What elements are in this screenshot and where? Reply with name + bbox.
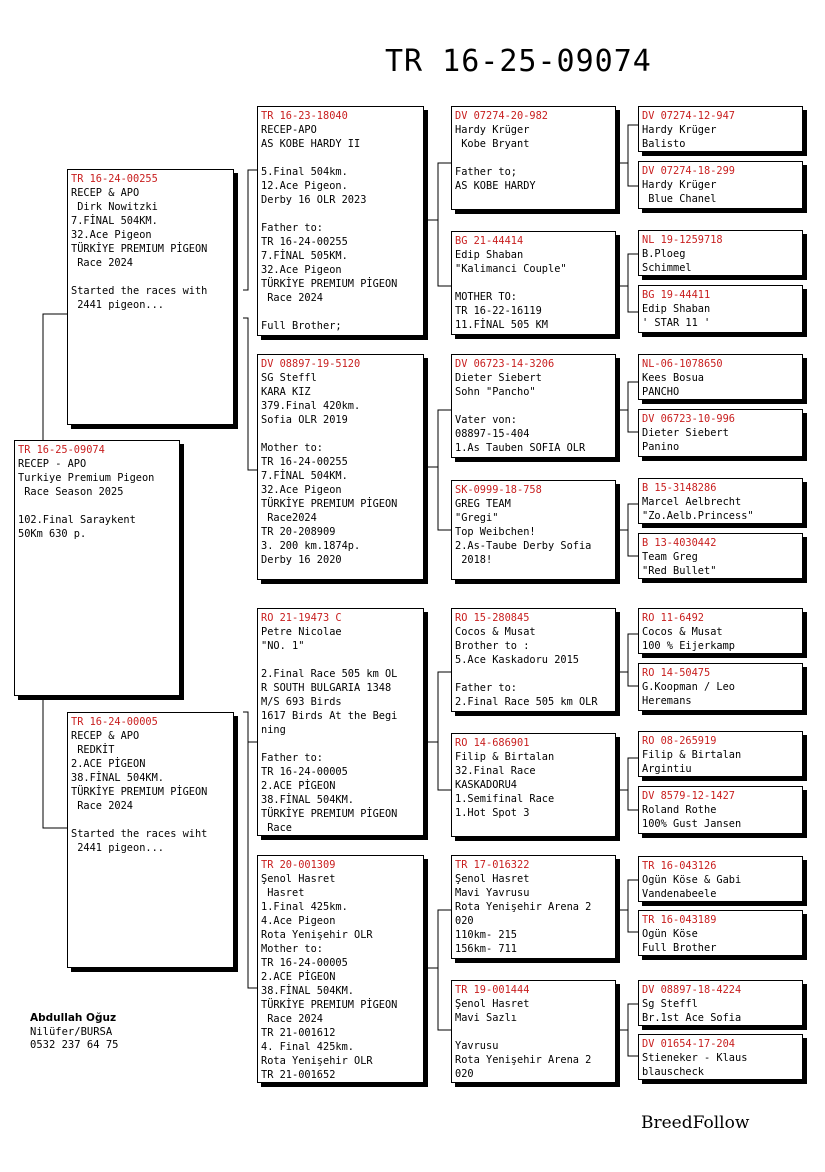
card-line: Father to:	[261, 752, 323, 764]
card-line: Derby 16 2020	[261, 554, 342, 566]
card-line: 7.FİNAL 505KM.	[261, 250, 348, 262]
card-line: Rota Yenişehir Arena 2	[455, 901, 592, 913]
breeder-info	[30, 1012, 119, 1053]
card-line: AS KOBE HARDY	[455, 180, 536, 192]
card-line: Şenol Hasret	[455, 998, 530, 1010]
card-line	[455, 667, 612, 681]
ring-number: TR 20-001309	[261, 859, 336, 871]
card-line: ning	[261, 724, 286, 736]
card-line: Father to:	[455, 682, 517, 694]
card-line: TÜRKİYE PREMIUM PİGEON	[261, 808, 398, 820]
card-line: Mavi Yavrusu	[455, 887, 530, 899]
card-line: Full Brother;	[261, 320, 342, 332]
ring-number: RO 14-686901	[455, 737, 530, 749]
pedigree-card-g4-13[interactable]	[638, 856, 803, 902]
card-line: 100% Gust Jansen	[642, 818, 742, 830]
card-lines	[642, 748, 799, 776]
card-line: "Gregi"	[455, 512, 499, 524]
card-line: 2.ACE PİGEON	[71, 758, 146, 770]
card-line	[455, 151, 612, 165]
card-line: SG Steffl	[261, 372, 317, 384]
card-line: TR 20-208909	[261, 526, 336, 538]
card-line: TÜRKİYE PREMIUM PİGEON	[261, 999, 398, 1011]
card-line: Hardy Krüger	[642, 124, 717, 136]
card-line: Team Greg	[642, 551, 698, 563]
breeder-phone: 0532 237 64 75	[30, 1039, 119, 1051]
card-line: TÜRKİYE PREMIUM PİGEON	[261, 278, 398, 290]
ring-number: B 13-4030442	[642, 537, 717, 549]
pedigree-card-g4-6[interactable]	[638, 409, 803, 457]
card-line: 102.Final Saraykent	[18, 514, 136, 526]
card-line: 100 % Eijerkamp	[642, 640, 735, 652]
card-line: 32.Ace Pigeon	[71, 229, 152, 241]
card-line: 4. Final 425km.	[261, 1041, 354, 1053]
breeder-name: Abdullah Oğuz	[30, 1012, 117, 1024]
ring-number: NL-06-1078650	[642, 358, 723, 370]
ring-number: DV 07274-18-299	[642, 165, 735, 177]
card-line: RECEP-APO	[261, 124, 317, 136]
card-line: Şenol Hasret	[261, 873, 336, 885]
brand-logo-text: BreedFollow	[641, 1113, 750, 1133]
card-line: 50Km 630 p.	[18, 528, 87, 540]
pedigree-card-dsd[interactable]	[451, 733, 616, 837]
card-line: KASKADORU4	[455, 779, 517, 791]
card-line: TR 16-24-00255	[261, 236, 348, 248]
card-line: Panino	[642, 441, 680, 453]
ring-number: DV 06723-10-996	[642, 413, 735, 425]
card-line: 38.FİNAL 504KM.	[261, 794, 354, 806]
ring-number: RO 15-280845	[455, 612, 530, 624]
card-line: RECEP & APO	[71, 730, 140, 742]
card-line: Roland Rothe	[642, 804, 717, 816]
card-line: Stieneker - Klaus	[642, 1052, 748, 1064]
card-line: 2.Final Race 505 km OLR	[455, 696, 598, 708]
pedigree-card-g4-8[interactable]	[638, 533, 803, 579]
card-line: TÜRKİYE PREMIUM PİGEON	[71, 243, 208, 255]
card-line: G.Koopman / Leo	[642, 681, 735, 693]
card-line: Heremans	[642, 695, 692, 707]
ring-number: DV 8579-12-1427	[642, 790, 735, 802]
card-line: Petre Nicolae	[261, 626, 342, 638]
ring-number: BG 21-44414	[455, 235, 524, 247]
pedigree-card-g4-10[interactable]	[638, 663, 803, 711]
pedigree-card-subject[interactable]	[14, 440, 180, 696]
card-line: 32.Ace Pigeon	[261, 264, 342, 276]
ring-number: TR 16-24-00255	[71, 173, 158, 185]
card-line: Race 2024	[261, 1013, 323, 1025]
card-line: Rota Yenişehir Arena 2	[455, 1054, 592, 1066]
card-lines	[455, 625, 612, 709]
card-line: TR 21-001612	[261, 1027, 336, 1039]
pedigree-card-dds[interactable]	[451, 855, 616, 959]
card-line: "NO. 1"	[261, 640, 305, 652]
ring-number: TR 16-25-09074	[18, 444, 105, 456]
card-lines	[642, 426, 799, 454]
card-line: Argintiu	[642, 763, 692, 775]
card-line	[18, 499, 176, 513]
card-line: 2018!	[455, 554, 493, 566]
ring-number: TR 16-043189	[642, 914, 717, 926]
pedigree-card-g4-3[interactable]	[638, 230, 803, 276]
card-line: Rota Yenişehir OLR	[261, 929, 373, 941]
card-lines	[261, 371, 420, 567]
card-line: 1.Semifinal Race	[455, 793, 555, 805]
card-line: 379.Final 420km.	[261, 400, 361, 412]
card-line	[261, 737, 420, 751]
card-line: TÜRKİYE PREMIUM PİGEON	[261, 498, 398, 510]
pedigree-card-g4-4[interactable]	[638, 285, 803, 333]
card-line: Mother to:	[261, 943, 323, 955]
card-line: Filip & Birtalan	[642, 749, 742, 761]
card-line: Hardy Krüger	[455, 124, 530, 136]
card-lines	[71, 186, 230, 312]
card-line: Race 2024	[261, 292, 323, 304]
card-line: 12.Ace Pigeon.	[261, 180, 348, 192]
card-line: M/S 693 Birds	[261, 696, 342, 708]
card-line: Yavrusu	[455, 1040, 499, 1052]
card-line: Marcel Aelbrecht	[642, 496, 742, 508]
card-line: 020	[455, 1068, 474, 1080]
ring-number: TR 19-001444	[455, 984, 530, 996]
ring-number: BG 19-44411	[642, 289, 711, 301]
card-line: GREG TEAM	[455, 498, 511, 510]
card-line: 1.Hot Spot 3	[455, 807, 530, 819]
card-line: blauscheck	[642, 1066, 704, 1078]
card-line: Hasret	[261, 887, 305, 899]
card-line: Şenol Hasret	[455, 873, 530, 885]
ring-number: TR 16-043126	[642, 860, 717, 872]
card-line	[261, 305, 420, 319]
card-line: B.Ploeg	[642, 248, 686, 260]
ring-number: DV 08897-19-5120	[261, 358, 361, 370]
card-line: Ogün Köse	[642, 928, 698, 940]
card-line: "Red Bullet"	[642, 565, 717, 577]
pedigree-card-ss[interactable]	[257, 106, 424, 336]
card-line: Sofia OLR 2019	[261, 414, 348, 426]
pedigree-card-ssd[interactable]	[451, 231, 616, 335]
card-lines	[455, 123, 612, 193]
pedigree-card-g4-15[interactable]	[638, 980, 803, 1026]
card-line: Sg Steffl	[642, 998, 698, 1010]
card-line: Edip Shaban	[455, 249, 524, 261]
card-line: Race Season 2025	[18, 486, 124, 498]
card-line: Top Weibchen!	[455, 526, 536, 538]
pedigree-card-sire[interactable]	[67, 169, 234, 425]
pedigree-card-g4-12[interactable]	[638, 786, 803, 834]
card-line: 2.ACE PİGEON	[261, 780, 336, 792]
card-line: Mother to:	[261, 442, 323, 454]
card-line: 32.Ace Pigeon	[261, 484, 342, 496]
card-lines	[642, 302, 799, 330]
card-line: RECEP & APO	[71, 187, 140, 199]
card-line: 156km- 711	[455, 943, 517, 955]
card-lines	[642, 873, 799, 901]
card-line: Derby 16 OLR 2023	[261, 194, 367, 206]
card-line: Rota Yenişehir OLR	[261, 1055, 373, 1067]
pedigree-card-dss[interactable]	[451, 608, 616, 712]
card-line: Race2024	[261, 512, 317, 524]
card-line: TR 16-22-16119	[455, 305, 542, 317]
card-line	[455, 276, 612, 290]
ring-number: RO 21-19473 C	[261, 612, 342, 624]
card-line: MOTHER TO:	[455, 291, 517, 303]
ring-number: RO 14-50475	[642, 667, 711, 679]
card-line: Cocos & Musat	[642, 626, 723, 638]
card-lines	[642, 803, 799, 831]
card-line: Hardy Krüger	[642, 179, 717, 191]
card-line: Dieter Siebert	[642, 427, 729, 439]
card-line	[261, 427, 420, 441]
card-line: REDKİT	[71, 744, 115, 756]
card-line: Vandenabeele	[642, 888, 717, 900]
card-line: Turkiye Premium Pigeon	[18, 472, 155, 484]
card-line: 1617 Birds At the Begi	[261, 710, 398, 722]
card-lines	[455, 872, 612, 956]
card-lines	[455, 750, 612, 820]
pedigree-card-g4-11[interactable]	[638, 731, 803, 777]
card-lines	[261, 872, 420, 1082]
card-line: Dieter Siebert	[455, 372, 542, 384]
card-lines	[261, 625, 420, 835]
card-lines	[642, 997, 799, 1025]
pedigree-title: TR 16-25-09074	[385, 44, 652, 79]
card-lines	[642, 927, 799, 955]
card-lines	[642, 1051, 799, 1079]
card-line: Schimmel	[642, 262, 692, 274]
card-line: Cocos & Musat	[455, 626, 536, 638]
card-line: 7.FİNAL 504KM.	[261, 470, 348, 482]
card-line: "Kalimanci Couple"	[455, 263, 567, 275]
card-line: 7.FİNAL 504KM.	[71, 215, 158, 227]
card-line: 1.Final 425km.	[261, 901, 348, 913]
ring-number: RO 08-265919	[642, 735, 717, 747]
pedigree-card-dd[interactable]	[257, 855, 424, 1083]
card-line: Full Brother	[642, 942, 717, 954]
ring-number: DV 07274-20-982	[455, 110, 548, 122]
card-line	[455, 1025, 612, 1039]
card-lines	[18, 457, 176, 541]
pedigree-card-sss[interactable]	[451, 106, 616, 210]
card-lines	[455, 997, 612, 1081]
ring-number: DV 08897-18-4224	[642, 984, 742, 996]
card-line	[261, 207, 420, 221]
card-line: TR 16-24-00255	[261, 456, 348, 468]
card-line: TR 21-001652	[261, 1069, 336, 1081]
card-lines	[261, 123, 420, 333]
card-line: Filip & Birtalan	[455, 751, 555, 763]
card-line: R SOUTH BULGARIA 1348	[261, 682, 392, 694]
card-line: 5.Ace Kaskadoru 2015	[455, 654, 579, 666]
ring-number: TR 16-23-18040	[261, 110, 348, 122]
card-lines	[642, 680, 799, 708]
pedigree-card-g4-16[interactable]	[638, 1034, 803, 1080]
card-line: 3. 200 km.1874p.	[261, 540, 361, 552]
card-line: 2441 pigeon...	[71, 842, 164, 854]
card-line: Started the races wiht	[71, 828, 208, 840]
card-line: TR 16-24-00005	[261, 766, 348, 778]
card-line: Dirk Nowitzki	[71, 201, 158, 213]
card-line: Mavi Sazlı	[455, 1012, 517, 1024]
card-line: Ogün Köse & Gabi	[642, 874, 742, 886]
card-lines	[642, 178, 799, 206]
card-line: 32.Final Race	[455, 765, 536, 777]
card-lines	[455, 248, 612, 332]
pedigree-card-g4-1[interactable]	[638, 106, 803, 152]
ring-number: B 15-3148286	[642, 482, 717, 494]
card-line: Edip Shaban	[642, 303, 711, 315]
card-line: 2.Final Race 505 km OL	[261, 668, 398, 680]
card-line: 2.ACE PİGEON	[261, 971, 336, 983]
pedigree-card-g4-14[interactable]	[638, 910, 803, 956]
card-line: Balisto	[642, 138, 686, 150]
ring-number: DV 06723-14-3206	[455, 358, 555, 370]
card-line: Vater von:	[455, 414, 517, 426]
breeder-city: Nilüfer/BURSA	[30, 1025, 113, 1038]
card-line: 110km- 215	[455, 929, 517, 941]
card-line: Kees Bosua	[642, 372, 704, 384]
pedigree-card-ds[interactable]	[257, 608, 424, 836]
ring-number: RO 11-6492	[642, 612, 704, 624]
pedigree-card-sds[interactable]	[451, 354, 616, 458]
pedigree-card-sd[interactable]	[257, 354, 424, 580]
card-line	[455, 399, 612, 413]
card-line: Sohn "Pancho"	[455, 386, 536, 398]
pedigree-card-sdd[interactable]	[451, 480, 616, 580]
card-line: 08897-15-404	[455, 428, 530, 440]
card-lines	[455, 371, 612, 455]
card-line: Race 2024	[71, 800, 133, 812]
card-line: Race	[261, 822, 292, 834]
card-lines	[642, 371, 799, 399]
ring-number: NL 19-1259718	[642, 234, 723, 246]
card-line	[261, 653, 420, 667]
card-line: Brother to :	[455, 640, 530, 652]
pedigree-card-g4-9[interactable]	[638, 608, 803, 654]
card-line: ' STAR 11 '	[642, 317, 711, 329]
card-lines	[642, 550, 799, 578]
card-line: 38.FİNAL 504KM.	[71, 772, 164, 784]
card-line: 4.Ace Pigeon	[261, 915, 336, 927]
card-line	[71, 270, 230, 284]
card-line: Kobe Bryant	[455, 138, 530, 150]
card-line: Br.1st Ace Sofia	[642, 1012, 742, 1024]
card-line: KARA KIZ	[261, 386, 311, 398]
card-line: 2441 pigeon...	[71, 299, 164, 311]
card-lines	[642, 123, 799, 151]
card-line: TÜRKİYE PREMIUM PİGEON	[71, 786, 208, 798]
card-lines	[455, 497, 612, 567]
pedigree-card-dam[interactable]	[67, 712, 234, 968]
card-line: 2.As-Taube Derby Sofia	[455, 540, 592, 552]
card-line	[71, 813, 230, 827]
card-line: AS KOBE HARDY II	[261, 138, 361, 150]
ring-number: DV 01654-17-204	[642, 1038, 735, 1050]
card-line: TR 16-24-00005	[261, 957, 348, 969]
card-line: RECEP - APO	[18, 458, 87, 470]
card-line: Father to;	[455, 166, 517, 178]
card-line: "Zo.Aelb.Princess"	[642, 510, 754, 522]
card-line: 11.FİNAL 505 KM	[455, 319, 548, 331]
card-lines	[642, 495, 799, 523]
card-lines	[642, 625, 799, 653]
ring-number: TR 17-016322	[455, 859, 530, 871]
card-line: 5.Final 504km.	[261, 166, 348, 178]
ring-number: SK-0999-18-758	[455, 484, 542, 496]
card-line: Blue Chanel	[642, 193, 717, 205]
card-line	[261, 151, 420, 165]
card-line: 1.As Tauben SOFIA OLR	[455, 442, 586, 454]
pedigree-card-g4-2[interactable]	[638, 161, 803, 209]
ring-number: DV 07274-12-947	[642, 110, 735, 122]
card-line: Started the races with	[71, 285, 208, 297]
card-lines	[71, 729, 230, 855]
card-line: 38.FİNAL 504KM.	[261, 985, 354, 997]
card-lines	[642, 247, 799, 275]
pedigree-card-g4-7[interactable]	[638, 478, 803, 524]
card-line: Father to:	[261, 222, 323, 234]
ring-number: TR 16-24-00005	[71, 716, 158, 728]
card-line: Race 2024	[71, 257, 133, 269]
card-line: PANCHO	[642, 386, 680, 398]
pedigree-card-ddd[interactable]	[451, 980, 616, 1083]
card-line: 020	[455, 915, 474, 927]
pedigree-card-g4-5[interactable]	[638, 354, 803, 400]
